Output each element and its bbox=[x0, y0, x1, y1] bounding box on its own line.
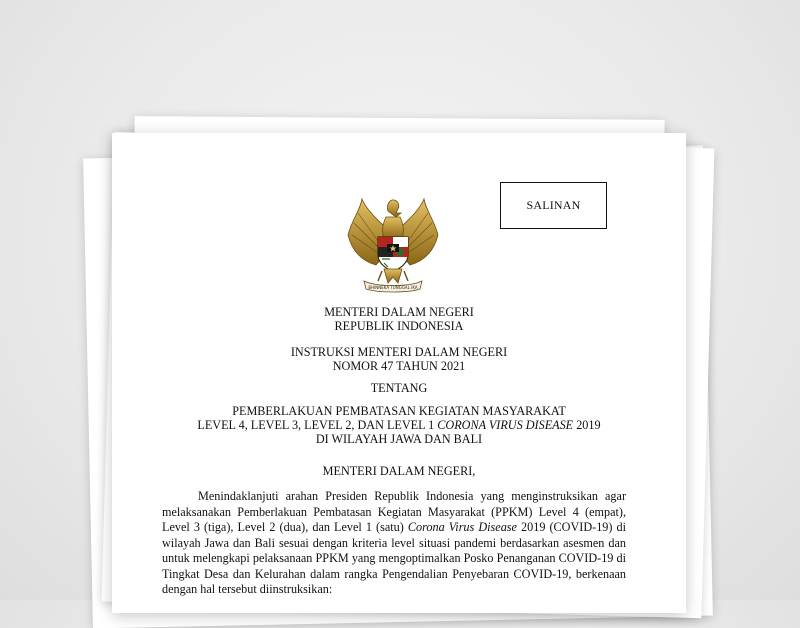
subject-line-3: DI WILAYAH JAWA DAN BALI bbox=[315, 432, 483, 446]
about-heading bbox=[112, 381, 686, 395]
subject-line-2-italic: CORONA VIRUS DISEASE bbox=[437, 418, 574, 432]
body-text-italic: Corona Virus Disease bbox=[407, 520, 517, 534]
subject-line-2-prefix: LEVEL 4, LEVEL 3, LEVEL 2, DAN LEVEL 1 bbox=[197, 418, 438, 432]
signatory-heading bbox=[112, 464, 686, 478]
signatory-label: MENTERI DALAM NEGERI, bbox=[322, 464, 476, 478]
instruction-number: NOMOR 47 TAHUN 2021 bbox=[332, 359, 466, 373]
body-paragraph bbox=[162, 489, 626, 598]
document-page bbox=[112, 133, 686, 613]
about-label: TENTANG bbox=[370, 381, 428, 395]
subject-line-2-suffix: 2019 bbox=[573, 418, 601, 432]
issuer-heading bbox=[112, 305, 686, 333]
issuer-line-2: REPUBLIK INDONESIA bbox=[334, 319, 464, 333]
salinan-label: SALINAN bbox=[526, 198, 581, 212]
subject-line-1: PEMBERLAKUAN PEMBATASAN KEGIATAN MASYARAKAT bbox=[232, 404, 566, 418]
body-text bbox=[162, 489, 626, 598]
subject-line-2 bbox=[112, 418, 686, 432]
instruction-heading bbox=[112, 345, 686, 373]
instruction-title: INSTRUKSI MENTERI DALAM NEGERI bbox=[290, 345, 508, 359]
salinan-stamp bbox=[500, 182, 607, 229]
body-text-part-2: 2019 (COVID-19) di wilayah Jawa dan Bali sesuai dengan kriteria level situasi pandemi berdasarkan asesmen dan untuk melengkapi pelaksanaan PPKM yang mengoptimalkan Posko Penanganan COVID-19 di Tingkat Desa dan Kelurahan dalam rangka Pengendalian Penyebaran COVID-19, berkenaan dengan hal tersebut diinstruksikan: bbox=[162, 520, 627, 596]
emblem-motto: BHINNEKA TUNGGAL IKA bbox=[368, 285, 418, 290]
issuer-line-1: MENTERI DALAM NEGERI bbox=[324, 305, 474, 319]
body-text-part-1: Menindaklanjuti arahan Presiden Republik Indonesia yang menginstruksikan agar melaksanakan Pemberlakuan Pembatasan Kegiatan Masyarakat (PPKM) Level 4 (empat), Level 3 (tiga), Level 2 (dua), dan Level 1 (satu) bbox=[162, 489, 626, 534]
garuda-pancasila-emblem-icon bbox=[338, 191, 448, 301]
subject-heading bbox=[112, 404, 686, 446]
